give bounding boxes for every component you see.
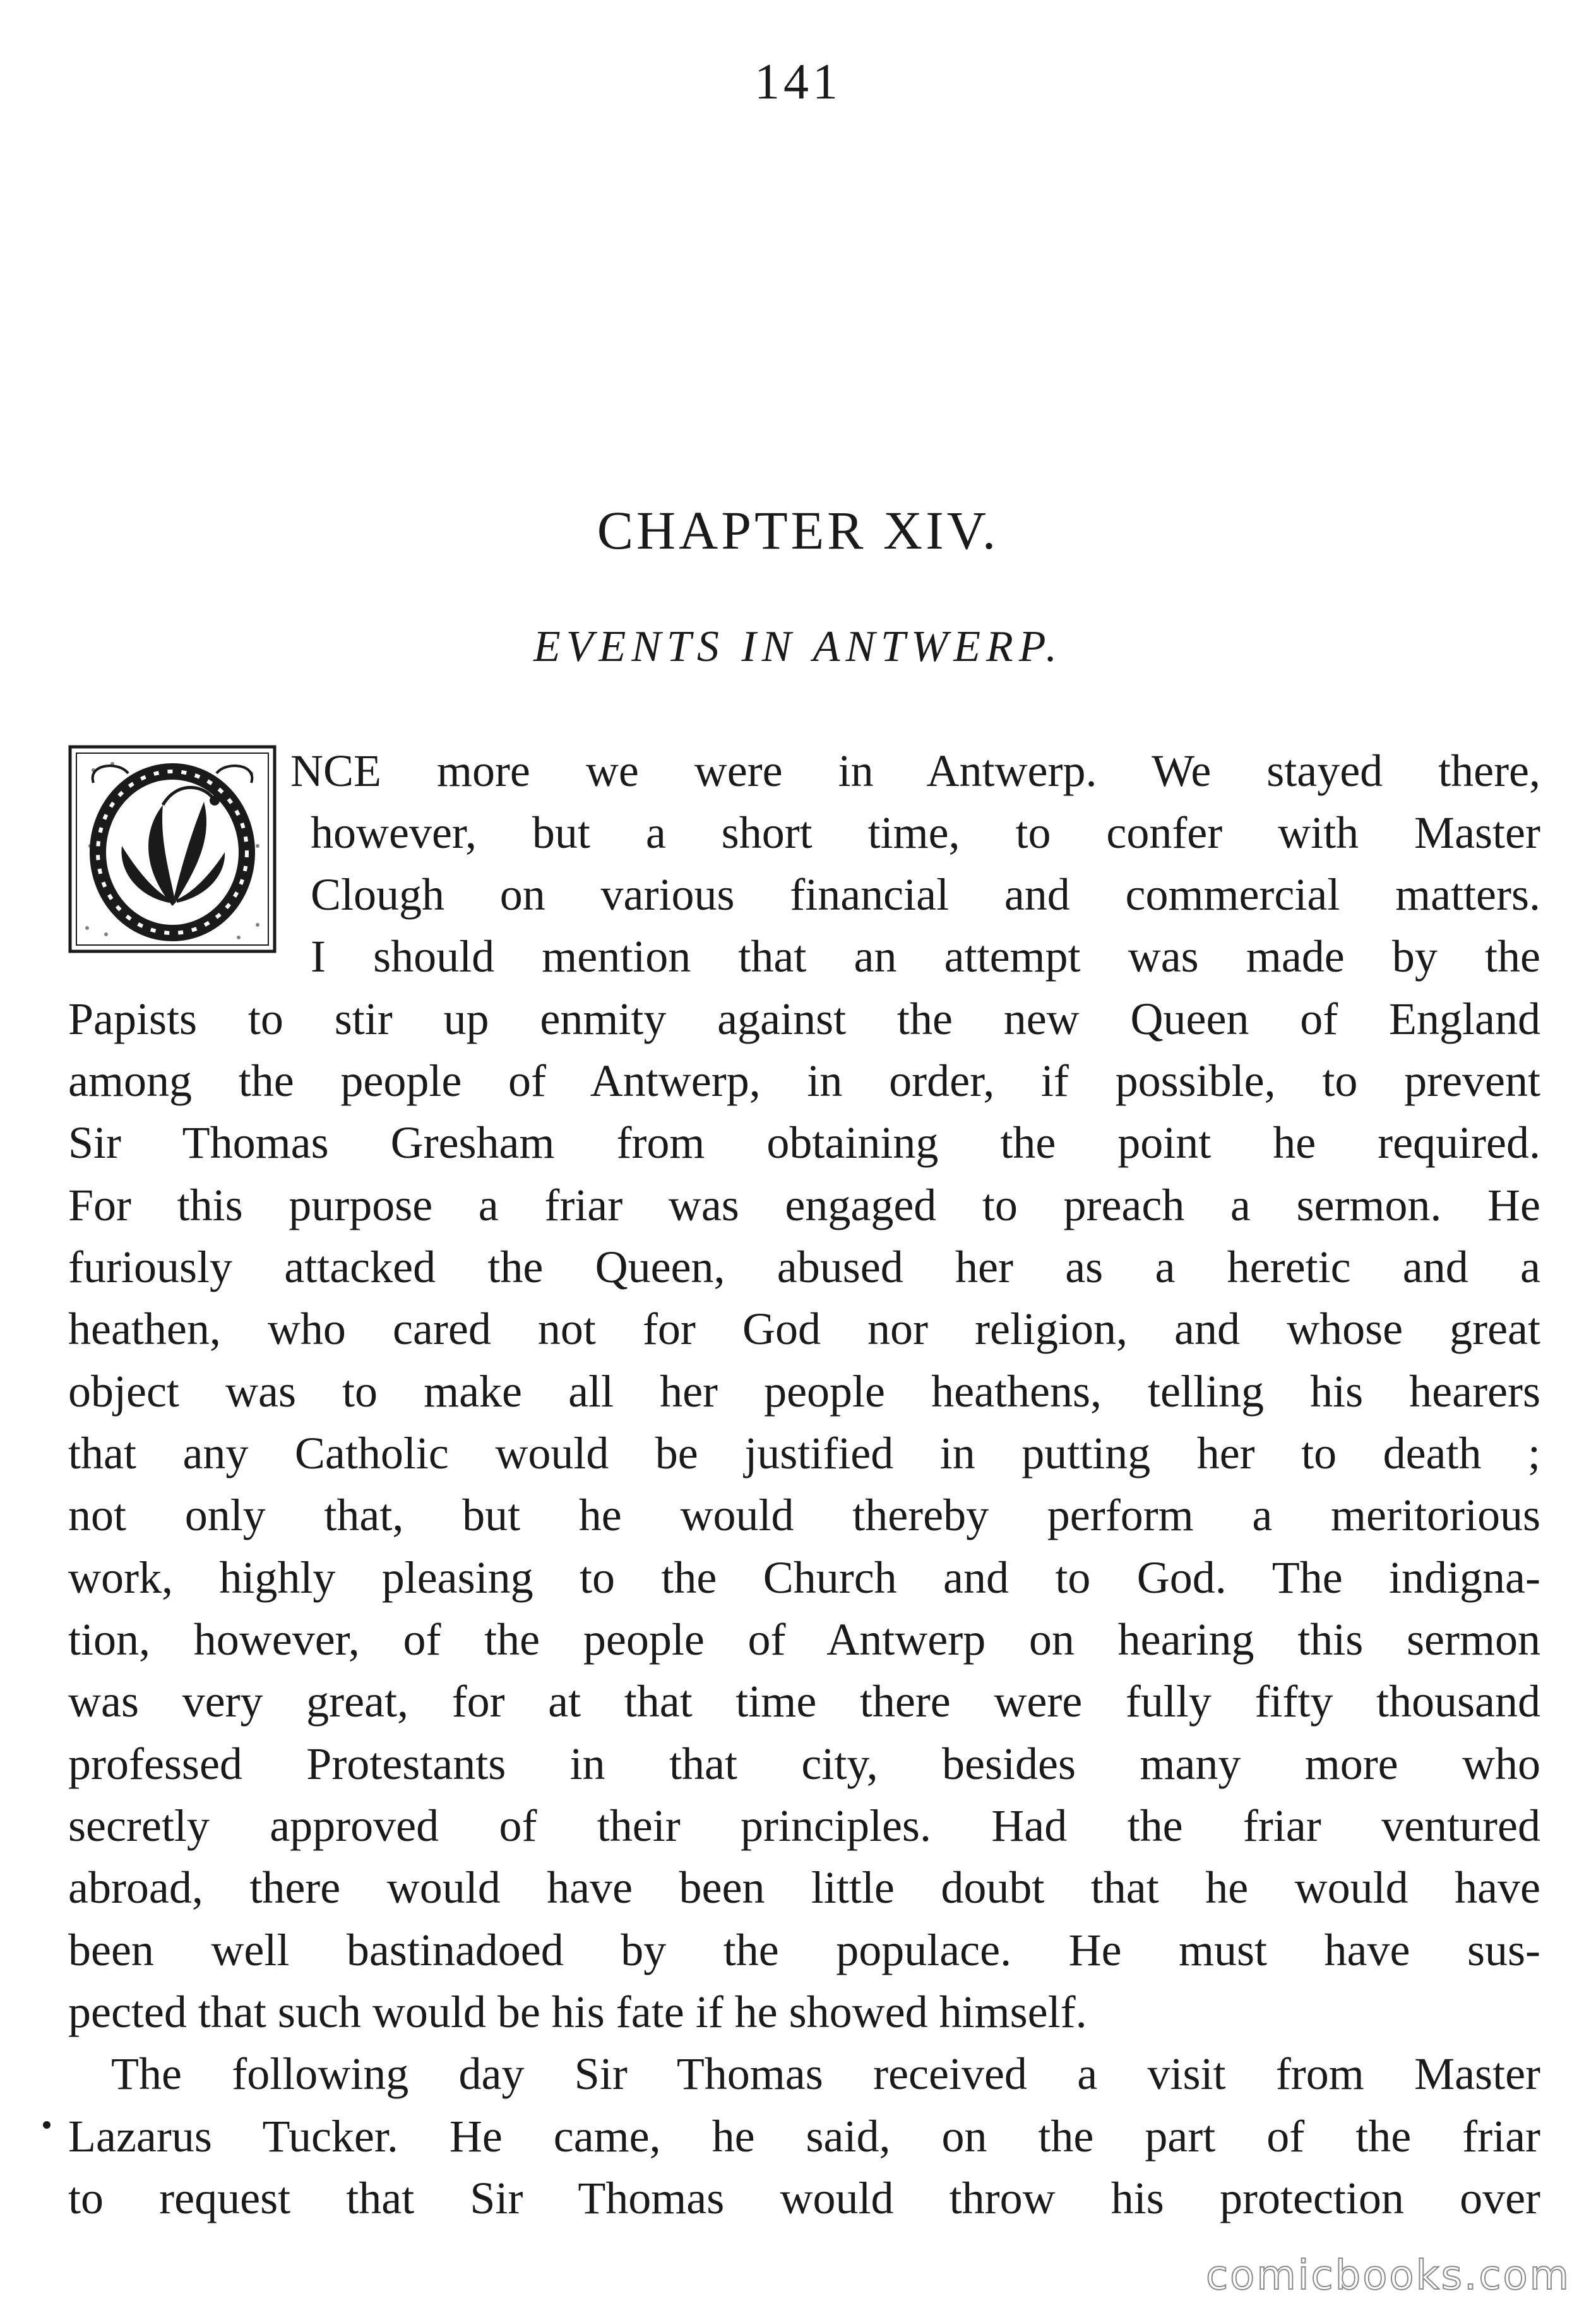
text-line: Sir Thomas Gresham from obtaining the point he required. xyxy=(68,1117,1540,1168)
drop-cap-initial xyxy=(68,745,277,953)
text-line: among the people of Antwerp, in order, if possible, to prevent xyxy=(68,1056,1540,1106)
watermark: comicbooks.com xyxy=(1205,2252,1571,2299)
text-line: was very great, for at that time there were fully fifty thousand xyxy=(68,1676,1540,1727)
text-line: I should mention that an attempt was made by the xyxy=(311,931,1540,982)
text-line: furiously attacked the Queen, abused her as a heretic and a xyxy=(68,1242,1540,1292)
chapter-title: CHAPTER XIV. xyxy=(597,500,999,561)
page-number: 141 xyxy=(754,54,842,110)
text-line: secretly approved of their principles. Had the friar ventured xyxy=(68,1800,1540,1851)
text-line: tion, however, of the people of Antwerp on hearing this sermon xyxy=(68,1614,1540,1665)
text-line: however, but a short time, to confer with Master xyxy=(311,807,1540,858)
text-line: heathen, who cared not for God nor religion, and whose great xyxy=(68,1304,1540,1354)
text-line: The following day Sir Thomas received a visit from Master xyxy=(111,2049,1540,2099)
chapter-subtitle: EVENTS IN ANTWERP. xyxy=(533,622,1063,671)
text-line: Clough on various financial and commercial matters. xyxy=(311,869,1540,920)
text-line: abroad, there would have been little doubt that he would have xyxy=(68,1862,1540,1913)
text-line: professed Protestants in that city, besides many more who xyxy=(68,1739,1540,1789)
text-line: to request that Sir Thomas would throw his protection over xyxy=(68,2173,1540,2223)
text-line: that any Catholic would be justified in putting her to death ; xyxy=(68,1428,1540,1478)
text-line: For this purpose a friar was engaged to preach a sermon. He xyxy=(68,1180,1540,1230)
text-line: work, highly pleasing to the Church and to God. The indigna- xyxy=(68,1552,1540,1603)
text-line: Papists to stir up enmity against the new Queen of England xyxy=(68,994,1540,1044)
text-line: NCE more we were in Antwerp. We stayed there, xyxy=(290,746,1540,796)
text-line: not only that, but he would thereby perform a meritorious xyxy=(68,1490,1540,1540)
ink-speck xyxy=(43,2121,51,2129)
text-line: Lazarus Tucker. He came, he said, on the part of the friar xyxy=(68,2111,1540,2162)
text-line: pected that such would be his fate if he showed himself. xyxy=(68,1987,1087,2037)
text-line: been well bastinadoed by the populace. He must have sus- xyxy=(68,1925,1540,1975)
text-line: object was to make all her people heathens, telling his hearers xyxy=(68,1366,1540,1417)
